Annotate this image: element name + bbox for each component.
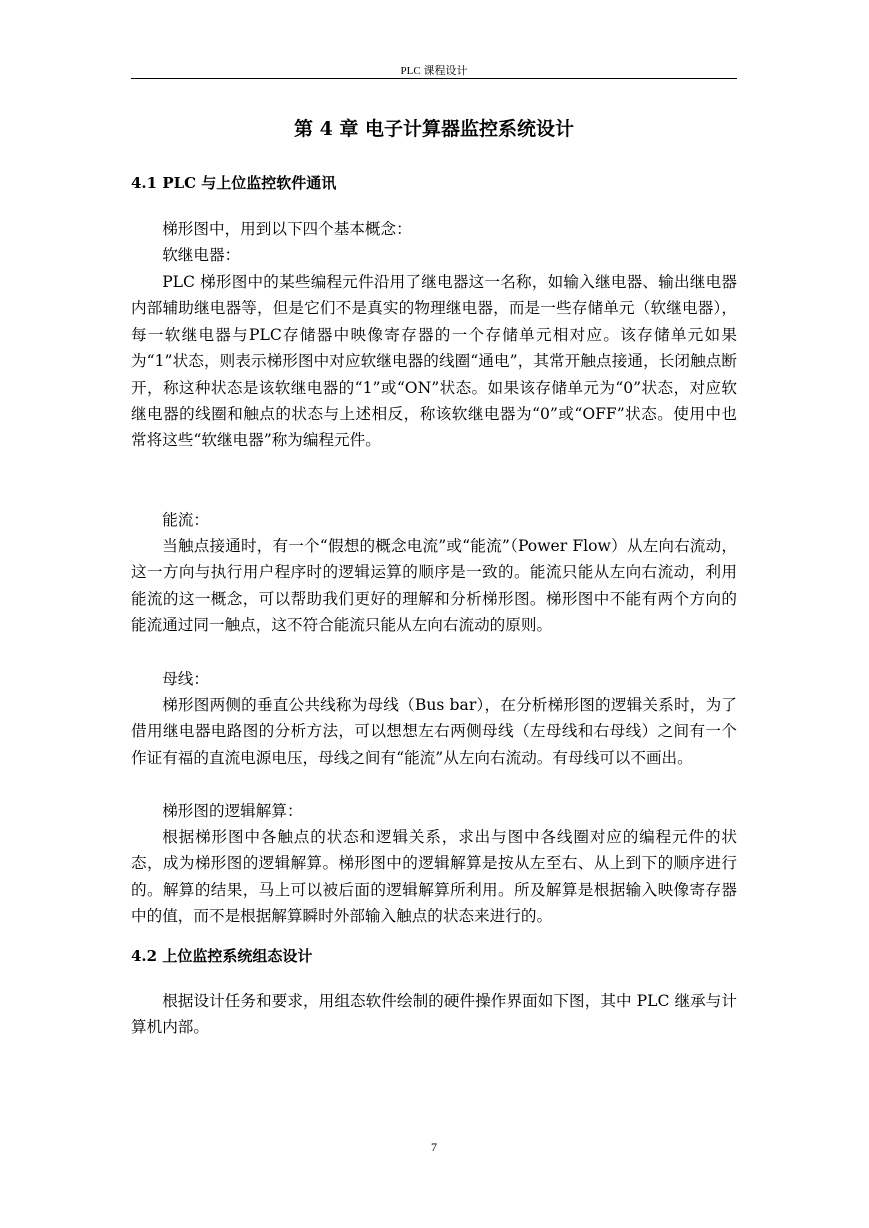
paragraph-soft-relay-heading: 软继电器： <box>162 246 241 264</box>
section-heading-4-2: 4.2 上位监控系统组态设计 <box>131 947 313 965</box>
page-number: 7 <box>431 1140 437 1154</box>
chapter-title: 第 4 章 电子计算器监控系统设计 <box>293 118 575 140</box>
paragraph-logic-solve-heading: 梯形图的逻辑解算： <box>162 802 303 820</box>
paragraph-logic-solve: 根据梯形图中各触点的状态和逻辑关系，求出与图中各线圈对应的编程元件的状态，成为梯形图的逻辑解算。梯形图中的逻辑解算是按从左至右、从上到下的顺序进行的。解算的结果，马上可以被后面的逻辑解算所利用。所及解算是根据输入映像寄存器中的值，而不是根据解算瞬时外部输入触点的状态来进行的。 <box>131 828 737 926</box>
paragraph-power-flow-heading: 能流： <box>162 511 209 529</box>
header-rule <box>131 78 737 79</box>
paragraph-bus-bar: 梯形图两侧的垂直公共线称为母线（Bus bar），在分析梯形图的逻辑关系时，为了借用继电器电路图的分析方法，可以想想左右两侧母线（左母线和右母线）之间有一个作证有福的直流电源电压，母线之间有“能流”从左向右流动。有母线可以不画出。 <box>131 696 737 767</box>
running-header: PLC 课程设计 <box>400 65 468 77</box>
paragraph-design: 根据设计任务和要求，用组态软件绘制的硬件操作界面如下图，其中 PLC 继承与计算机内部。 <box>131 992 737 1037</box>
paragraph-bus-bar-heading: 母线： <box>162 670 209 688</box>
section-heading-4-1: 4.1 PLC 与上位监控软件通讯 <box>131 174 337 192</box>
paragraph-soft-relay: PLC 梯形图中的某些编程元件沿用了继电器这一名称，如输入继电器、输出继电器内部辅助继电器等，但是它们不是真实的物理继电器，而是一些存储单元（软继电器），每一软继电器与PLC存储器中映像寄存器的一个存储单元相对应。该存储单元如果为“1”状态，则表示梯形图中对应软继电器的线圈“通电”，其常开触点接通，长闭触点断开，称这种状态是该软继电器的“1”或“ON”状态。如果该存储单元为“0”状态，对应软继电器的线圈和触点的状态与上述相反，称该软继电器为“0”或“OFF”状态。使用中也常将这些“软继电器”称为编程元件。 <box>131 273 737 450</box>
paragraph-intro: 梯形图中，用到以下四个基本概念： <box>162 220 412 238</box>
paragraph-power-flow: 当触点接通时，有一个“假想的概念电流”或“能流”（Power Flow）从左向右流动，这一方向与执行用户程序时的逻辑运算的顺序是一致的。能流只能从左向右流动，利用能流的这一概念，可以帮助我们更好的理解和分析梯形图。梯形图中不能有两个方向的能流通过同一触点，这不符合能流只能从左向右流动的原则。 <box>131 537 737 635</box>
